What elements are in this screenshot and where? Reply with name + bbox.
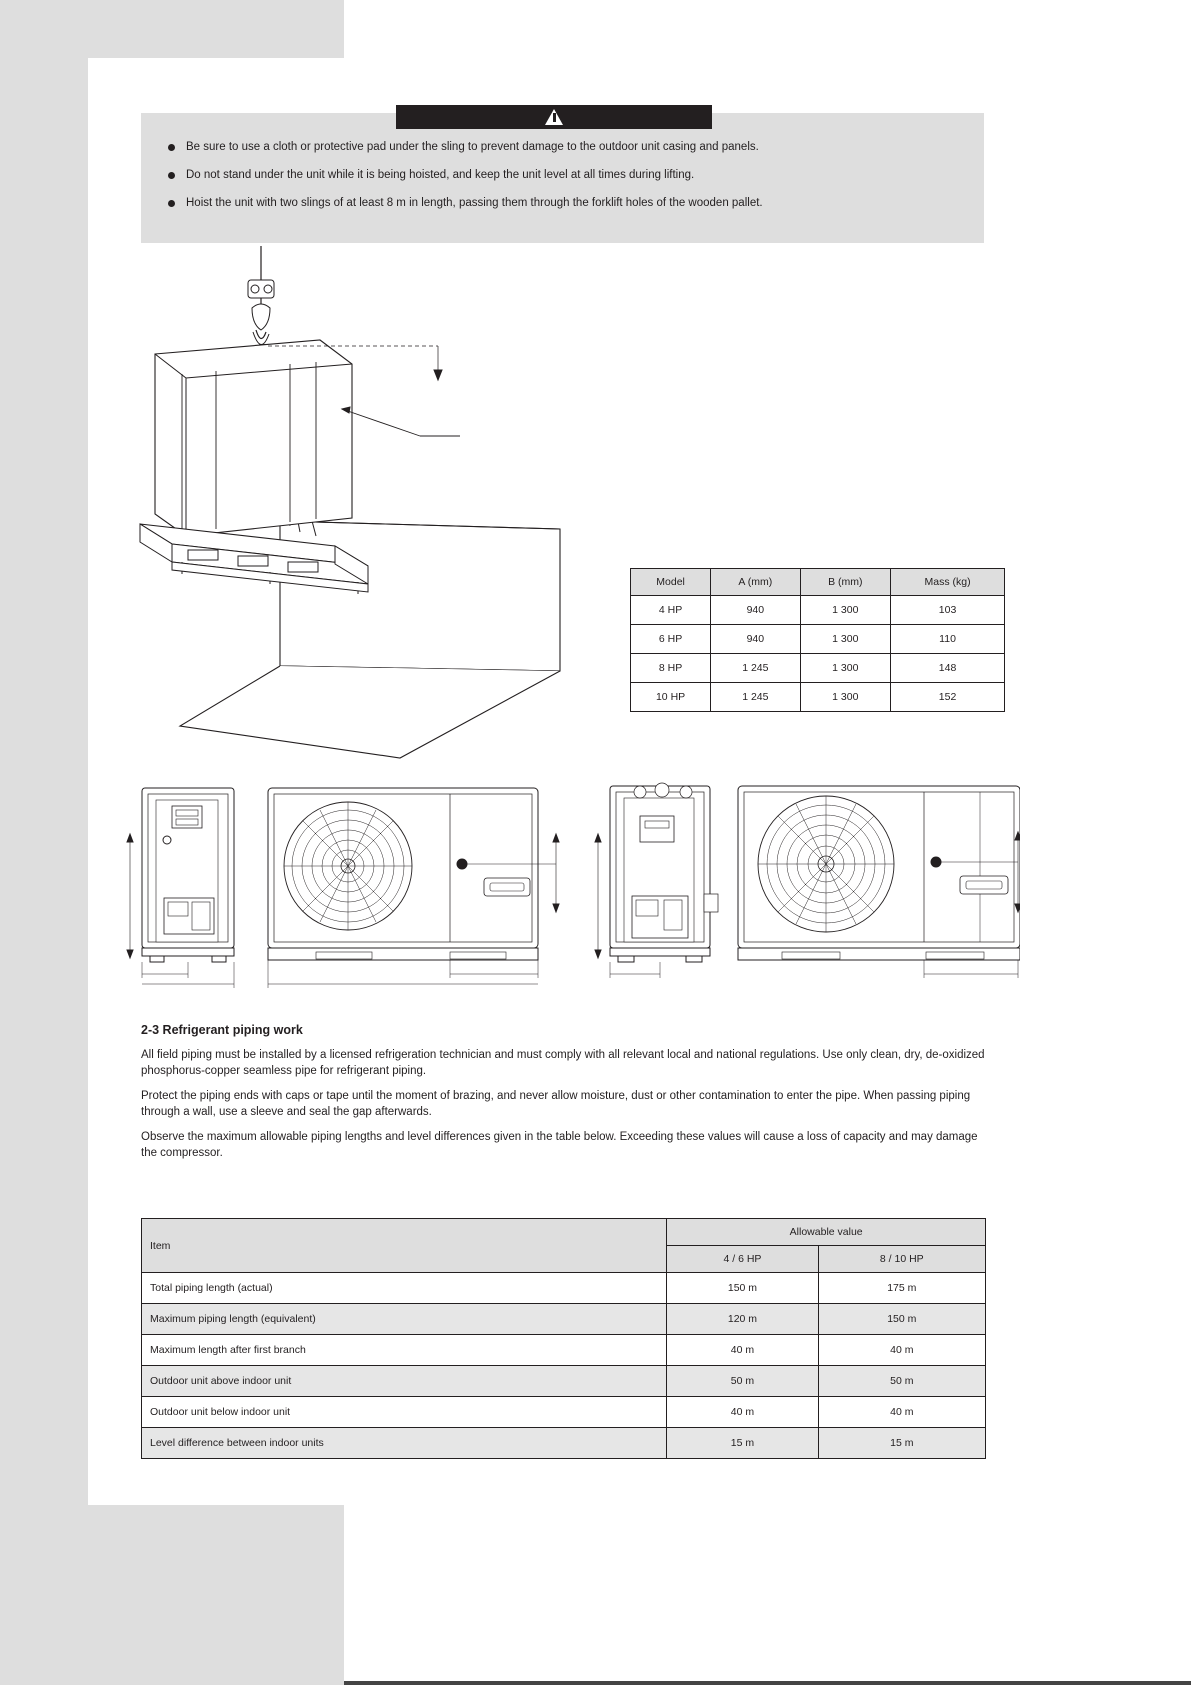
drawing-large-side-view: [595, 783, 718, 978]
table-row: [142, 1366, 986, 1397]
cell: 8 HP: [631, 654, 711, 683]
bottom-rule: [344, 1681, 1191, 1685]
row-label: Outdoor unit above indoor unit: [142, 1366, 667, 1397]
col-header: Item: [142, 1219, 667, 1273]
paragraph: Protect the piping ends with caps or tape until the moment of brazing, and never allow moisture, dust or other contamination to enter the pipe. When passing piping through a wall, use a sleeve and seal the gap afterwards.: [141, 1090, 971, 1118]
body-text-block: [141, 1022, 986, 1170]
row-label: Maximum length after first branch: [142, 1335, 667, 1366]
col-header: Allowable value: [667, 1219, 986, 1246]
cell: 940: [711, 596, 800, 625]
cell: 175 m: [818, 1273, 985, 1304]
cell: 150 m: [667, 1273, 818, 1304]
list-item: Hoist the unit with two slings of at least 8 m in length, passing them through the forklift holes of the wooden pallet.: [164, 196, 954, 224]
cell: 110: [891, 625, 1005, 654]
model-dimension-table: [630, 568, 1005, 712]
table-header-row: [142, 1219, 986, 1246]
cell: 15 m: [667, 1428, 818, 1459]
cell: 6 HP: [631, 625, 711, 654]
table-row: [631, 654, 1005, 683]
cell: 150 m: [818, 1304, 985, 1335]
unit-dimension-drawings: [120, 778, 1020, 1003]
table-row: [631, 683, 1005, 712]
cell: 1 245: [711, 654, 800, 683]
table-row: [631, 596, 1005, 625]
cell: 4 HP: [631, 596, 711, 625]
cell: 10 HP: [631, 683, 711, 712]
col-header: A (mm): [711, 569, 800, 596]
warning-triangle-icon: [545, 109, 563, 125]
cell: 40 m: [818, 1335, 985, 1366]
row-label: Maximum piping length (equivalent): [142, 1304, 667, 1335]
drawing-small-side-view: [127, 788, 234, 988]
sub-col-header: 4 / 6 HP: [667, 1246, 818, 1273]
table-row: [142, 1304, 986, 1335]
sub-col-header: 8 / 10 HP: [818, 1246, 985, 1273]
hoisting-illustration: [120, 246, 590, 766]
drawing-large-front-view: [738, 786, 1020, 978]
section-title: 2-3 Refrigerant piping work: [141, 1023, 303, 1037]
paragraph: All field piping must be installed by a licensed refrigeration technician and must comply with all relevant local and national regulations. Use only clean, dry, de-oxidized phosphorus-copper seamless pipe for refrigerant piping.: [141, 1049, 985, 1077]
paragraph: Observe the maximum allowable piping lengths and level differences given in the table below. Exceeding these values will cause a loss of capacity and may damage the compressor.: [141, 1131, 978, 1159]
col-header: Model: [631, 569, 711, 596]
cell: 103: [891, 596, 1005, 625]
cell: 1 300: [800, 625, 891, 654]
col-header: B (mm): [800, 569, 891, 596]
cell: 15 m: [818, 1428, 985, 1459]
table-row: [142, 1397, 986, 1428]
bottom-grey-notch: [88, 1505, 344, 1685]
table-row: [142, 1335, 986, 1366]
cell: 50 m: [667, 1366, 818, 1397]
top-grey-notch: [88, 0, 344, 58]
left-grey-band: [0, 0, 88, 1685]
row-label: Level difference between indoor units: [142, 1428, 667, 1459]
cell: 940: [711, 625, 800, 654]
cell: 40 m: [667, 1397, 818, 1428]
caution-item-list: [164, 140, 954, 224]
cell: 1 300: [800, 654, 891, 683]
drawing-small-front-view: [268, 788, 559, 988]
cell: 148: [891, 654, 1005, 683]
cell: 50 m: [818, 1366, 985, 1397]
cell: 1 245: [711, 683, 800, 712]
table-row: [142, 1273, 986, 1304]
table-row: [631, 625, 1005, 654]
table-header-row: [631, 569, 1005, 596]
col-header: Mass (kg): [891, 569, 1005, 596]
cell: 40 m: [818, 1397, 985, 1428]
cell: 1 300: [800, 596, 891, 625]
cell: 40 m: [667, 1335, 818, 1366]
allowable-piping-table: [141, 1218, 986, 1459]
cell: 152: [891, 683, 1005, 712]
list-item: Be sure to use a cloth or protective pad under the sling to prevent damage to the outdoor unit casing and panels.: [164, 140, 954, 168]
table-row: [142, 1428, 986, 1459]
cell: 1 300: [800, 683, 891, 712]
row-label: Total piping length (actual): [142, 1273, 667, 1304]
caution-header: [396, 105, 712, 129]
row-label: Outdoor unit below indoor unit: [142, 1397, 667, 1428]
cell: 120 m: [667, 1304, 818, 1335]
list-item: Do not stand under the unit while it is being hoisted, and keep the unit level at all times during lifting.: [164, 168, 954, 196]
